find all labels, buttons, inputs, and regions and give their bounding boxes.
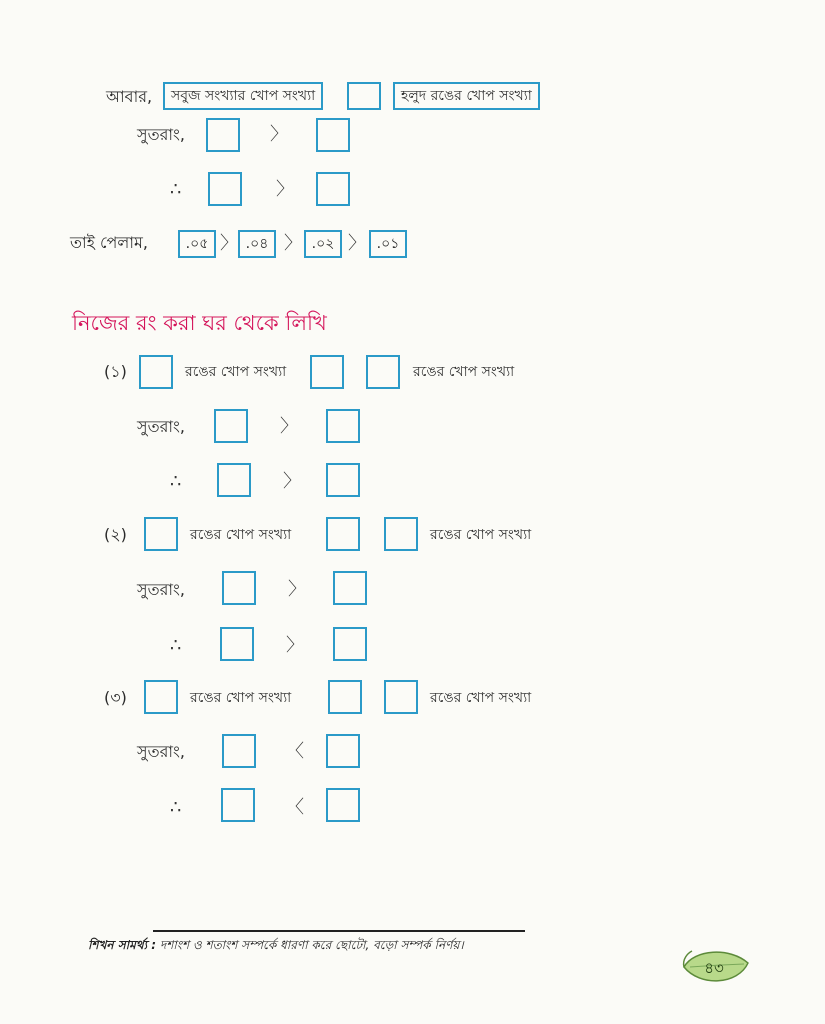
color-box[interactable] — [144, 517, 178, 551]
color-box[interactable] — [144, 680, 178, 714]
decimal-box: .০২ — [304, 230, 342, 258]
greater-than-symbol: 〉 — [270, 124, 288, 145]
relation-symbol: 〉 — [288, 579, 306, 600]
compare-box[interactable] — [326, 517, 360, 551]
answer-box[interactable] — [208, 172, 242, 206]
answer-box[interactable] — [326, 463, 360, 497]
answer-box[interactable] — [221, 788, 255, 822]
result-label: তাই পেলাম, — [70, 233, 148, 252]
page-number-badge — [680, 945, 752, 993]
answer-box[interactable] — [206, 118, 240, 152]
decimal-box: .০৪ — [238, 230, 276, 258]
therefore-label: সুতরাং, — [137, 580, 185, 599]
answer-box[interactable] — [326, 788, 360, 822]
color-box[interactable] — [366, 355, 400, 389]
answer-box[interactable] — [316, 118, 350, 152]
therefore-label: সুতরাং, — [137, 742, 185, 761]
color-count-label: রঙের খোপ সংখ্যা — [430, 690, 532, 706]
relation-symbol: 〈 — [286, 741, 304, 762]
therefore-symbol: ∴ — [170, 635, 182, 656]
answer-box[interactable] — [217, 463, 251, 497]
exercise-number: (২) — [104, 525, 127, 544]
therefore-symbol: ∴ — [170, 471, 182, 492]
leaf-icon — [680, 945, 752, 989]
greater-than-symbol: 〉 — [220, 233, 238, 254]
learning-outcome-text: দশাংশ ও শতাংশ সম্পর্কে ধারণা করে ছোটো, বড়ো সম্পর্ক নির্ণয়। — [159, 938, 464, 952]
answer-box[interactable] — [316, 172, 350, 206]
color-box[interactable] — [384, 517, 418, 551]
therefore-label: সুতরাং, — [137, 417, 185, 436]
therefore-symbol: ∴ — [170, 797, 182, 818]
answer-box[interactable] — [333, 571, 367, 605]
answer-box[interactable] — [220, 627, 254, 661]
therefore-label: সুতরাং, — [137, 125, 185, 144]
compare-box[interactable] — [347, 82, 381, 110]
greater-than-symbol: 〉 — [284, 233, 302, 254]
compare-box[interactable] — [328, 680, 362, 714]
answer-box[interactable] — [326, 409, 360, 443]
relation-symbol: 〉 — [283, 471, 301, 492]
color-count-label: রঙের খোপ সংখ্যা — [185, 364, 287, 380]
section-heading: নিজের রং করা ঘর থেকে লিখি — [72, 311, 327, 335]
color-count-label: রঙের খোপ সংখ্যা — [190, 690, 292, 706]
decimal-box: .০১ — [369, 230, 407, 258]
answer-box[interactable] — [222, 571, 256, 605]
relation-symbol: 〈 — [286, 797, 304, 818]
color-count-label: রঙের খোপ সংখ্যা — [430, 527, 532, 543]
greater-than-symbol: 〉 — [276, 179, 294, 200]
green-count-label: সবুজ সংখ্যার খোপ সংখ্যা — [163, 82, 323, 110]
answer-box[interactable] — [326, 734, 360, 768]
therefore-symbol: ∴ — [170, 179, 182, 200]
color-count-label: রঙের খোপ সংখ্যা — [413, 364, 515, 380]
learning-outcome-label: শিখন সামর্থ্য : — [88, 938, 157, 952]
color-count-label: রঙের খোপ সংখ্যা — [190, 527, 292, 543]
answer-box[interactable] — [222, 734, 256, 768]
greater-than-symbol: 〉 — [348, 233, 366, 254]
learning-outcome — [88, 937, 464, 957]
answer-box[interactable] — [333, 627, 367, 661]
footer-divider — [153, 930, 525, 932]
color-box[interactable] — [384, 680, 418, 714]
exercise-number: (১) — [104, 362, 127, 381]
color-box[interactable] — [139, 355, 173, 389]
answer-box[interactable] — [214, 409, 248, 443]
intro-label: আবার, — [106, 87, 153, 106]
exercise-number: (৩) — [104, 688, 127, 707]
relation-symbol: 〉 — [286, 635, 304, 656]
relation-symbol: 〉 — [280, 416, 298, 437]
decimal-box: .০৫ — [178, 230, 216, 258]
yellow-count-label: হলুদ রঙের খোপ সংখ্যা — [393, 82, 540, 110]
page-number: ৪৩ — [704, 959, 724, 977]
compare-box[interactable] — [310, 355, 344, 389]
